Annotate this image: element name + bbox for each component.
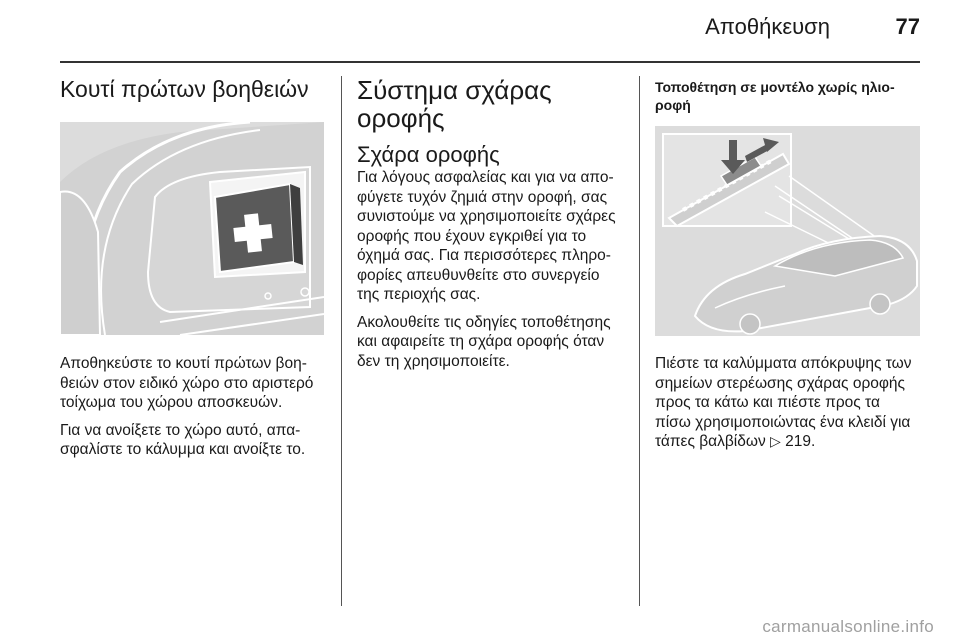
paragraph: Αποθηκεύστε το κουτί πρώτων βοη- θειών στον ειδικό χώρο στο αριστερό τοίχωμα του χώρου αποσκευών. bbox=[60, 355, 314, 411]
first-aid-kit-illustration bbox=[60, 122, 324, 335]
header-rule bbox=[60, 61, 920, 63]
section-title-roof-rack-system: Σύστημα σχάρας οροφής bbox=[357, 75, 552, 133]
column-installation bbox=[655, 76, 920, 452]
subsection-title-roof-rack: Σχάρα οροφής bbox=[357, 142, 500, 167]
column-divider bbox=[639, 76, 640, 606]
paragraph: Ακολουθείτε τις οδηγίες τοποθέτησης και αφαιρείτε τη σχάρα οροφής όταν δεν τη χρησιμοποιείτε. bbox=[357, 313, 611, 370]
header-title: Αποθήκευση bbox=[705, 14, 830, 39]
paragraph: Για να ανοίξετε το χώρο αυτό, απα- σφαλίστε το κάλυμμα και ανοίξτε το. bbox=[60, 421, 306, 458]
paragraph-text: Πιέστε τα καλύμματα απόκρυψης των σημείων στερέωσης σχάρας οροφής προς τα κάτω και πιέστε προς τα πίσω χρησιμοποιώντας ένα κλειδί για τάπες βαλβίδων bbox=[655, 355, 912, 450]
column-first-aid bbox=[60, 76, 324, 460]
roof-rack-cover-illustration bbox=[655, 126, 920, 336]
paragraph: Για λόγους ασφαλείας και για να απο- φύγετε τυχόν ζημιά στην οροφή, σας συνιστούμε να χρησιμοποιείτε σχάρες οροφής που έχουν εγκριθεί για το όχημά σας. Για περισσότερες πληρο- φορίες απευθυνθείτε στο συνεργείο της περιοχής σας. bbox=[357, 169, 616, 303]
page-reference[interactable]: 219. bbox=[785, 433, 816, 450]
arrow-reference-icon: ▷ bbox=[770, 433, 781, 449]
section-title-first-aid: Κουτί πρώτων βοηθειών bbox=[60, 76, 309, 102]
installation-heading: Τοποθέτηση σε μοντέλο χωρίς ηλιο- ροφή bbox=[655, 79, 895, 113]
paragraph bbox=[655, 354, 920, 452]
column-roof-rack bbox=[357, 76, 621, 371]
column-divider bbox=[341, 76, 342, 606]
page-number: 77 bbox=[895, 14, 920, 39]
watermark: carmanualsonline.info bbox=[762, 617, 934, 636]
